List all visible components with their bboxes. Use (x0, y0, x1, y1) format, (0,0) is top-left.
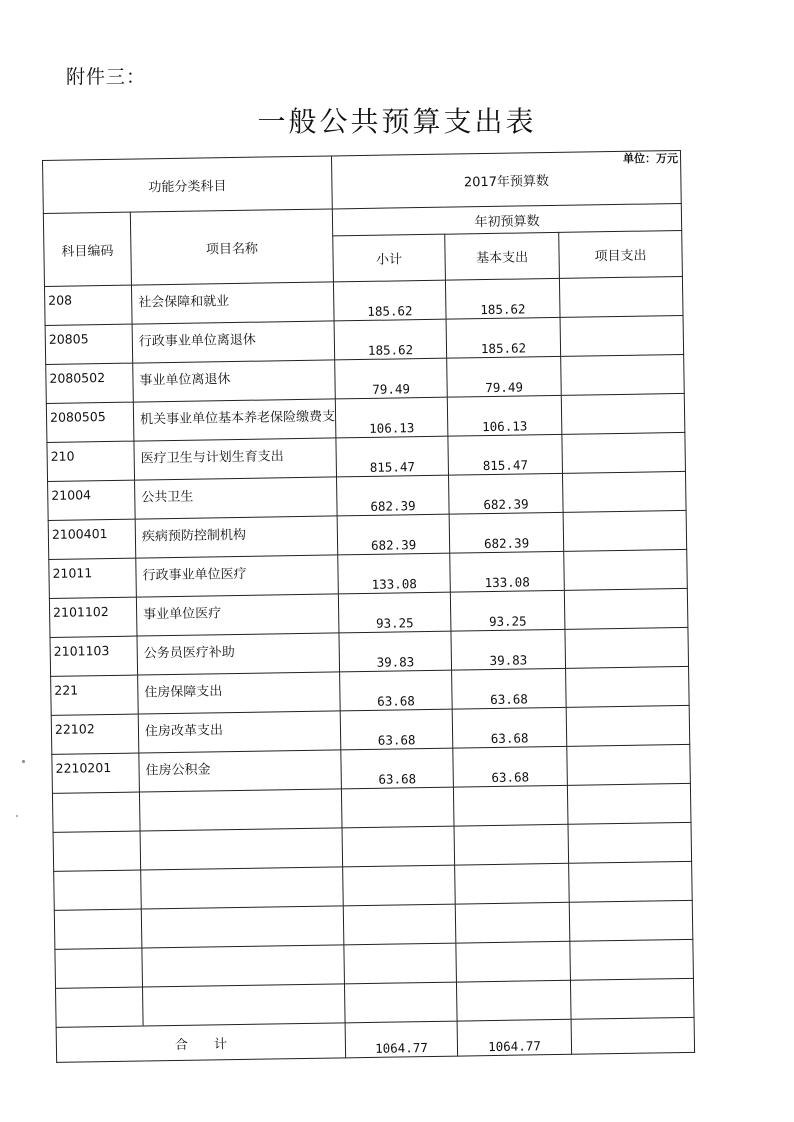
row-basic: 63.68 (452, 668, 567, 709)
row-code (52, 792, 140, 832)
row-project (570, 939, 694, 980)
row-basic: 63.68 (453, 746, 568, 787)
row-name (142, 945, 345, 987)
row-basic: 93.25 (450, 590, 565, 631)
row-project (566, 705, 690, 746)
row-code: 2080502 (46, 363, 134, 403)
header-project-expenditure: 项目支出 (559, 231, 683, 279)
row-subtotal: 79.49 (335, 358, 448, 399)
row-name (139, 789, 342, 831)
row-code: 20805 (45, 324, 133, 364)
total-basic: 1064.77 (457, 1019, 572, 1056)
row-name: 住房公积金 (139, 750, 342, 792)
row-name: 行政事业单位离退休 (132, 321, 335, 363)
row-basic: 39.83 (451, 629, 566, 670)
header-function-category: 功能分类科目 (43, 156, 333, 214)
row-basic: 133.08 (450, 551, 565, 592)
row-code (54, 870, 142, 910)
row-name: 医疗卫生与计划生育支出 (134, 438, 337, 480)
row-basic: 682.39 (449, 473, 564, 514)
row-name: 公务员医疗补助 (137, 633, 340, 675)
row-name: 社会保障和就业 (131, 282, 334, 324)
row-project (566, 666, 690, 707)
row-project (559, 276, 683, 317)
row-code: 2101102 (49, 597, 137, 637)
row-code: 210 (47, 441, 135, 481)
row-name: 疾病预防控制机构 (135, 516, 338, 558)
scan-speck (22, 760, 25, 763)
row-subtotal: 63.68 (340, 670, 453, 711)
row-basic (453, 785, 568, 826)
total-subtotal: 1064.77 (345, 1021, 458, 1058)
unit-label: 单位：万元 (623, 152, 678, 165)
row-name: 机关事业单位基本养老保险缴费支 (133, 399, 336, 441)
row-code: 22102 (51, 714, 139, 754)
row-code: 2080505 (46, 402, 134, 442)
row-basic: 185.62 (445, 278, 560, 319)
row-project (561, 393, 685, 434)
row-subtotal: 106.13 (335, 397, 448, 438)
page-title: 一般公共预算支出表 (257, 105, 537, 138)
row-basic: 815.47 (448, 434, 563, 475)
header-subject-code: 科目编码 (43, 212, 131, 286)
row-project (568, 822, 692, 863)
header-initial-budget: 年初预算数 (332, 203, 681, 236)
row-name: 事业单位医疗 (136, 594, 339, 636)
row-basic: 79.49 (447, 356, 562, 397)
row-subtotal: 682.39 (337, 475, 450, 516)
row-code: 2100401 (48, 519, 136, 559)
row-code: 2101103 (50, 636, 138, 676)
row-basic (456, 980, 571, 1021)
table-body (44, 276, 694, 1027)
row-name: 公共卫生 (135, 477, 338, 519)
row-code (53, 831, 141, 871)
row-project (563, 471, 687, 512)
header-budget-year: 2017年预算数 (331, 150, 681, 208)
row-project (563, 510, 687, 551)
row-name (143, 984, 346, 1026)
row-code (56, 987, 144, 1027)
row-code: 21004 (48, 480, 136, 520)
row-basic: 106.13 (447, 395, 562, 436)
total-project (571, 1017, 695, 1054)
header-item-name: 项目名称 (130, 209, 333, 285)
row-code: 221 (51, 675, 139, 715)
row-basic (454, 824, 569, 865)
row-subtotal: 815.47 (336, 436, 449, 477)
row-subtotal: 93.25 (338, 592, 451, 633)
row-project (567, 783, 691, 824)
row-subtotal (343, 865, 456, 906)
row-basic (456, 941, 571, 982)
row-name: 事业单位离退休 (133, 360, 336, 402)
row-project (569, 861, 693, 902)
row-name: 住房保障支出 (138, 672, 341, 714)
row-name (140, 828, 343, 870)
budget-sheet (42, 150, 694, 1063)
row-code (55, 948, 143, 988)
row-name: 住房改革支出 (138, 711, 341, 753)
row-project (560, 315, 684, 356)
row-project (561, 354, 685, 395)
row-code: 2210201 (52, 753, 140, 793)
row-subtotal: 133.08 (338, 553, 451, 594)
row-project (564, 549, 688, 590)
attachment-label: 附件三： (66, 66, 147, 88)
row-project (564, 588, 688, 629)
row-project (565, 627, 689, 668)
row-subtotal: 63.68 (340, 709, 453, 750)
row-code (54, 909, 142, 949)
row-basic (455, 902, 570, 943)
row-subtotal (341, 787, 454, 828)
row-subtotal: 63.68 (341, 748, 454, 789)
row-subtotal: 185.62 (334, 319, 447, 360)
row-subtotal (343, 904, 456, 945)
header-basic-expenditure: 基本支出 (445, 233, 560, 280)
header-subtotal: 小计 (333, 235, 446, 282)
row-project (570, 978, 694, 1019)
row-subtotal: 39.83 (339, 631, 452, 672)
row-subtotal: 682.39 (337, 514, 450, 555)
row-basic: 682.39 (449, 512, 564, 553)
row-project (567, 744, 691, 785)
row-code: 21011 (49, 558, 137, 598)
row-code: 208 (44, 285, 132, 325)
row-name (141, 867, 344, 909)
row-basic: 185.62 (446, 317, 561, 358)
scan-speck (16, 815, 18, 817)
row-subtotal (344, 982, 457, 1023)
row-basic (455, 863, 570, 904)
total-label: 合计 (56, 1023, 346, 1063)
row-basic: 63.68 (452, 707, 567, 748)
row-project (569, 900, 693, 941)
row-name: 行政事业单位医疗 (136, 555, 339, 597)
row-subtotal (342, 826, 455, 867)
row-subtotal: 185.62 (333, 280, 446, 321)
row-subtotal (344, 943, 457, 984)
row-project (562, 432, 686, 473)
budget-table (42, 150, 695, 1063)
row-name (141, 906, 344, 948)
